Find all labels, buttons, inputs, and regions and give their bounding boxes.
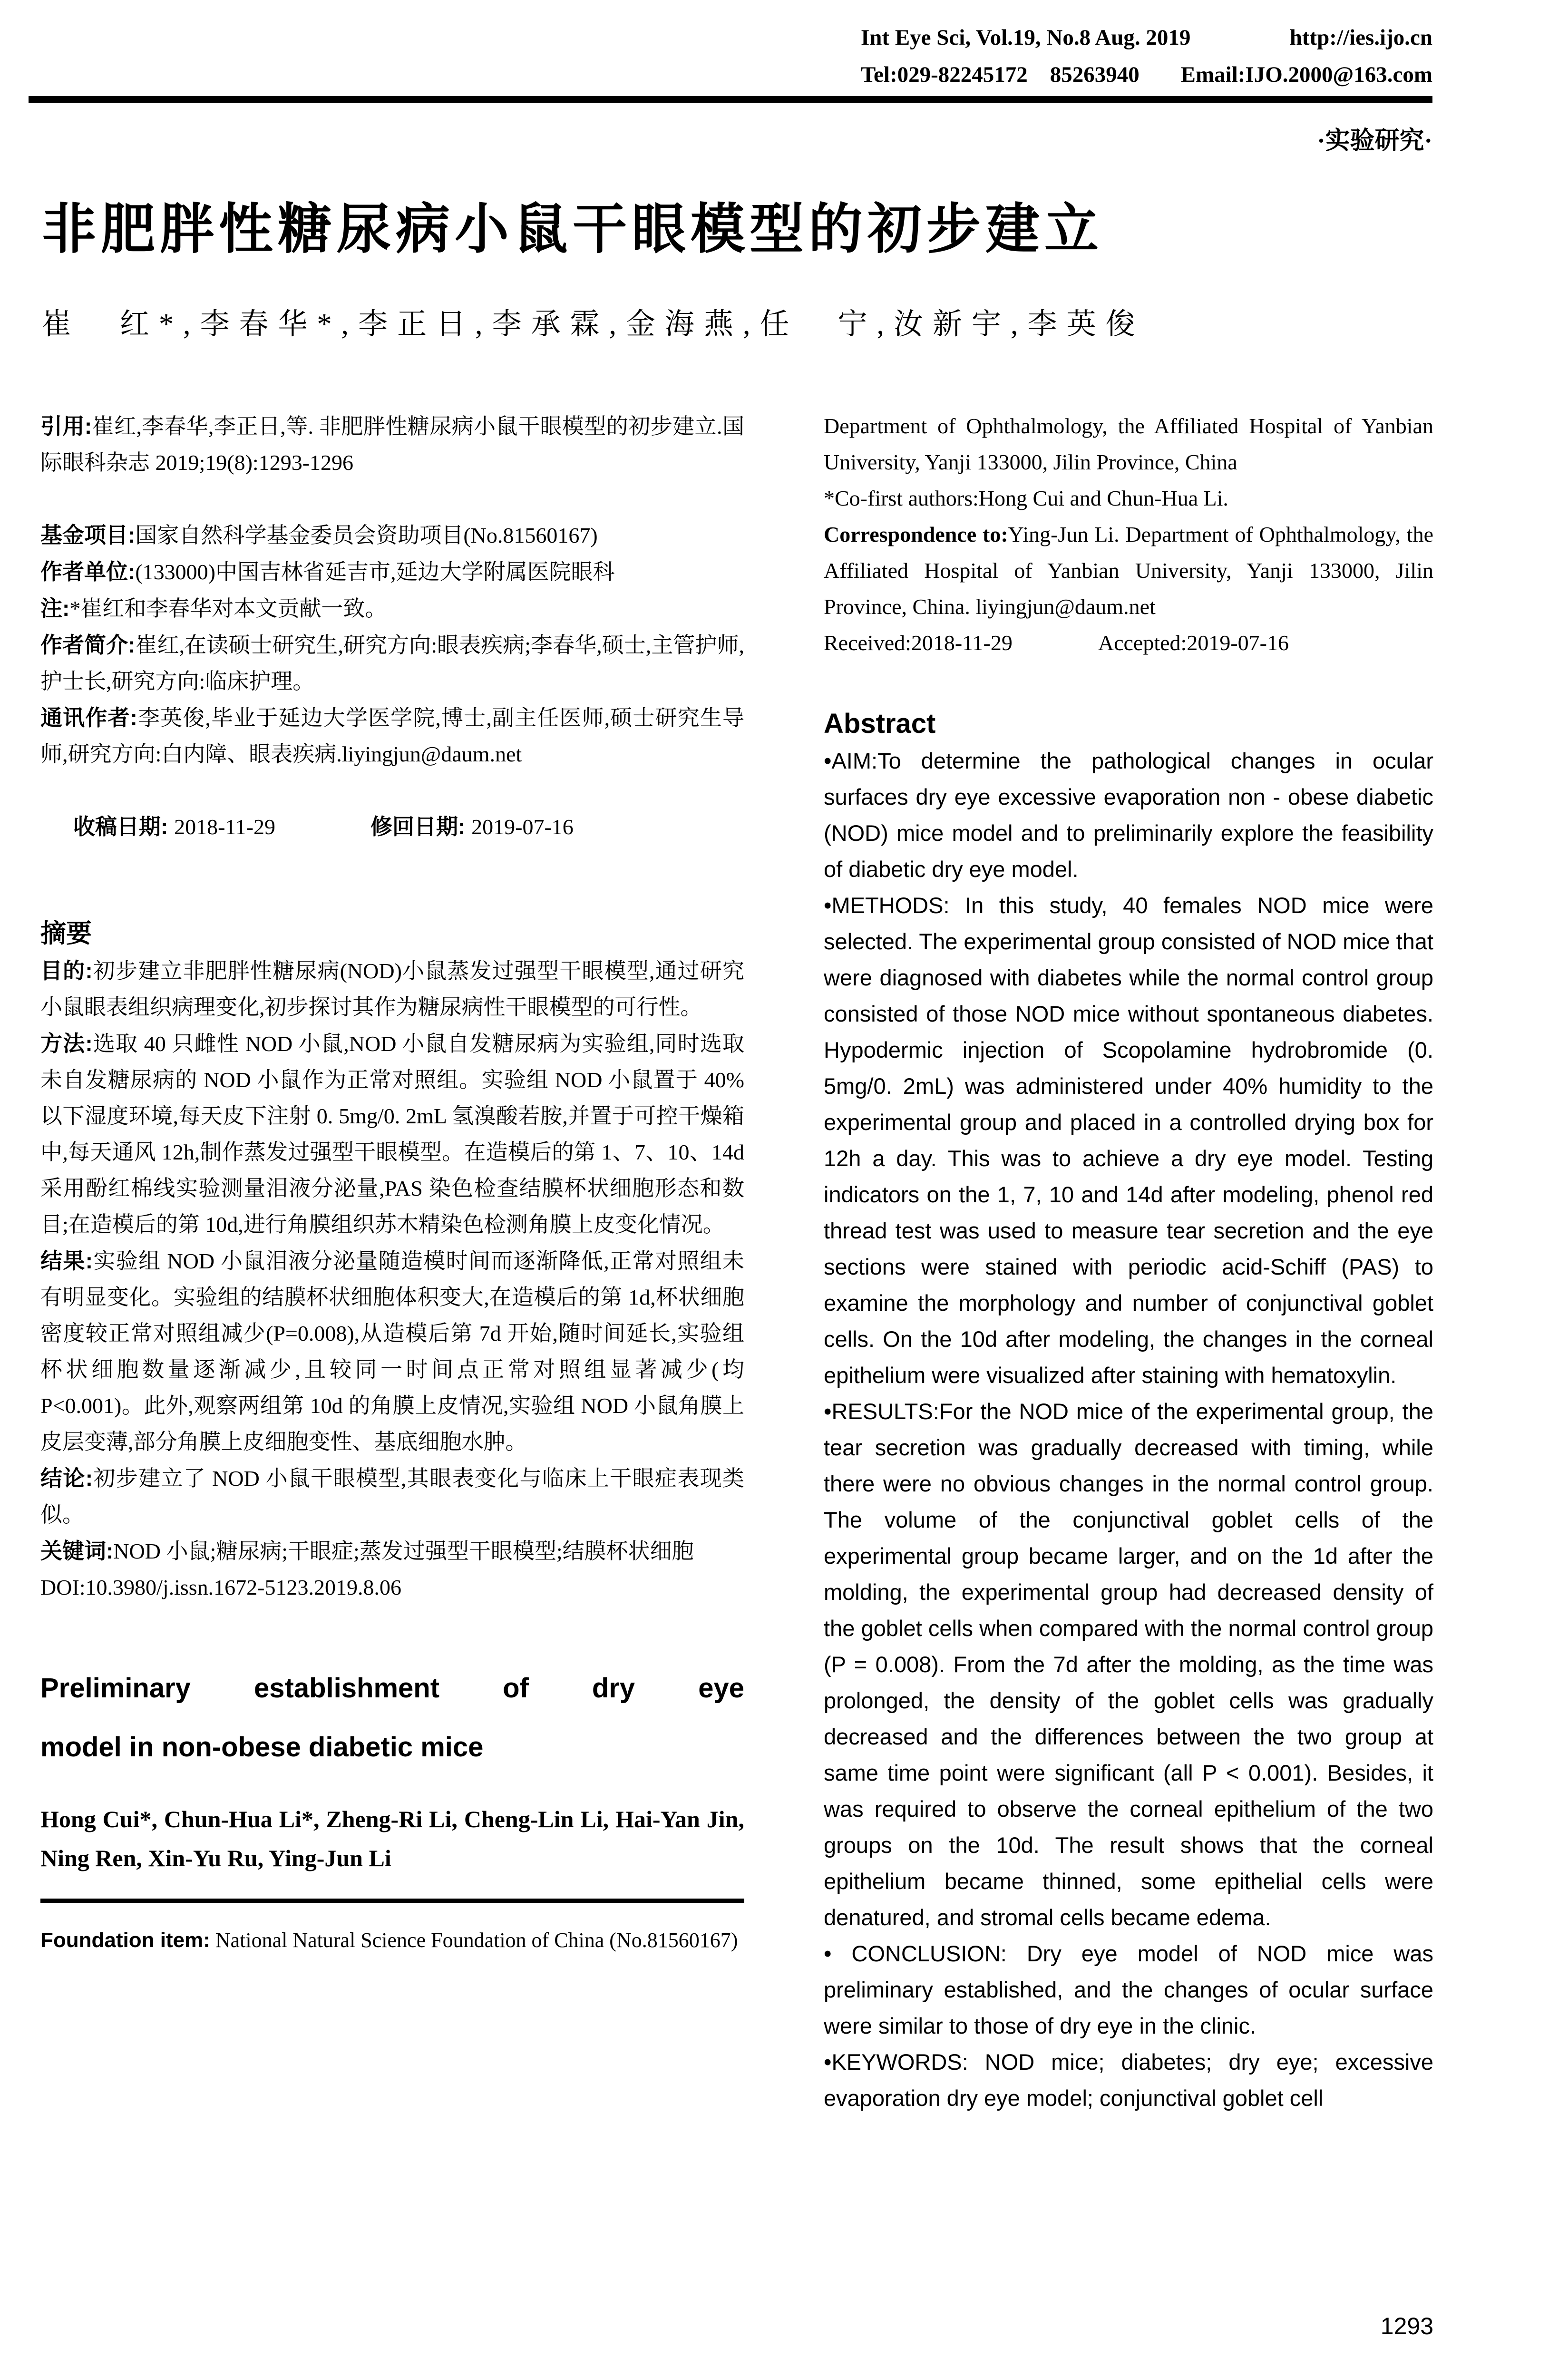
authors-en: Hong Cui*, Chun-Hua Li*, Zheng-Ri Li, Cheng-Lin Li, Hai-Yan Jin, Ning Ren, Xin-Yu Ru, Ying-Jun Li xyxy=(40,1806,744,1871)
abstract-keywords-text: NOD mice; diabetes; dry eye; excessive evaporation dry eye model; conjunctival goblet cell xyxy=(824,2049,1433,2111)
conclusion-cn-paragraph xyxy=(40,1460,744,1533)
abstract-results-label: •RESULTS: xyxy=(824,1399,939,1424)
authors-cn: 崔 红*,李春华*,李正日,李承霖,金海燕,任 宁,汝新宇,李英俊 xyxy=(42,308,1145,341)
author-bio-label: 作者简介: xyxy=(40,633,136,657)
journal-header-line1 xyxy=(861,19,1432,56)
abstract-keywords xyxy=(824,2044,1433,2116)
correspondence-cn-block xyxy=(40,700,744,772)
received-cn-date: 2018-11-29 xyxy=(174,815,276,839)
received-en-label: Received: xyxy=(824,631,911,655)
journal-email: Email:IJO.2000@163.com xyxy=(1180,62,1432,87)
abstract-results-text: For the NOD mice of the experimental group, the tear secretion was gradually decreased with timing, while there were no obvious changes in the normal control group. The volume of the conjunctival goblet cells of the experimental group became larger, and on the 1d after the molding, the experimental group had decreased density of the goblet cells when compared with the normal control group (P = 0.008). From the 7d after the molding, as the time was prolonged, the density of the goblet cells was gradually decreased and the differences between the two group at same time point were significant (all P < 0.001). Besides, it was required to observe the corneal epithelium of the two groups on the 10d. The result shows that the corneal epithelium became thinned, some epithelial cells were denatured, and stromal cells became edema. xyxy=(824,1399,1433,1930)
note-text: *崔红和李春华对本文贡献一致。 xyxy=(69,596,387,621)
abstract-keywords-label: •KEYWORDS: xyxy=(824,2049,985,2075)
abstract-results xyxy=(824,1393,1433,1936)
aim-cn-label: 目的: xyxy=(40,958,93,983)
correspondence-en-label: Correspondence to: xyxy=(824,522,1008,546)
citation-block xyxy=(40,408,744,481)
abstract-conclusion-label: • CONCLUSION: xyxy=(824,1941,1027,1966)
results-cn-paragraph xyxy=(40,1243,744,1460)
fund-label: 基金项目: xyxy=(40,523,136,547)
journal-phone: Tel:029-82245172 85263940 xyxy=(861,62,1139,87)
correspondence-cn-label: 通讯作者: xyxy=(40,705,137,730)
keywords-cn-text: NOD 小鼠;糖尿病;干眼症;蒸发过强型干眼模型;结膜杯状细胞 xyxy=(113,1539,694,1563)
cofirst-authors: *Co-first authors:Hong Cui and Chun-Hua Li. xyxy=(824,486,1228,510)
abstract-methods xyxy=(824,887,1433,1393)
right-column xyxy=(824,408,1433,2116)
journal-issue-info: Int Eye Sci, Vol.19, No.8 Aug. 2019 xyxy=(861,25,1191,50)
article-title-en-line2: model in non-obese diabetic mice xyxy=(40,1732,484,1763)
note-label: 注: xyxy=(40,596,70,621)
article-title-en-line1: Preliminary establishment of dry eye xyxy=(40,1673,744,1704)
article-type-tag: ·实验研究· xyxy=(1317,127,1432,155)
abstract-body xyxy=(824,743,1433,2116)
note-block xyxy=(40,590,744,627)
correspondence-en-text: Ying-Jun Li. Department of Ophthalmology, the Affiliated Hospital of Yanbian University, Yanji 133000, Jilin Province, China. liyingjun@daum.net xyxy=(824,522,1433,619)
journal-header-line2 xyxy=(861,56,1432,93)
results-cn-text: 实验组 NOD 小鼠泪液分泌量随造模时间而逐渐降低,正常对照组未有明显变化。实验组的结膜杯状细胞体积变大,在造模后的第 1d,杯状细胞密度较正常对照组减少(P=0.008),从造模后第 7d 开始,随时间延长,实验组杯状细胞数量逐渐减少,且较同一时间点正常对照组显著减少(均 P<0.001)。此外,观察两组第 10d 的角膜上皮情况,实验组 NOD 小鼠角膜上皮层变薄,部分角膜上皮细胞变性、基底细胞水肿。 xyxy=(40,1249,744,1454)
abstract-heading: Abstract xyxy=(824,708,936,739)
affiliation-en: Department of Ophthalmology, the Affiliated Hospital of Yanbian University, Yanji 133000, Jilin Province, China xyxy=(824,414,1433,474)
affiliation-cn-label: 作者单位: xyxy=(40,559,136,584)
revised-cn-date: 2019-07-16 xyxy=(471,815,574,839)
journal-url: http://ies.ijo.cn xyxy=(1289,25,1432,50)
header-divider-rule xyxy=(29,96,1432,103)
dates-en xyxy=(824,625,1433,661)
methods-cn-label: 方法: xyxy=(40,1031,93,1056)
foundation-label: Foundation item: xyxy=(40,1929,210,1952)
aim-cn-paragraph xyxy=(40,953,744,1025)
abstract-conclusion-text: Dry eye model of NOD mice was preliminary established, and the changes of ocular surface were similar to those of dry eye in the clinic. xyxy=(824,1941,1433,2038)
abstract-cn-heading: 摘要 xyxy=(40,919,92,948)
author-bio-text: 崔红,在读硕士研究生,研究方向:眼表疾病;李春华,硕士,主管护师,护士长,研究方向:临床护理。 xyxy=(40,633,744,693)
citation-label: 引用: xyxy=(40,414,92,438)
accepted-en-label: Accepted: xyxy=(1098,631,1187,655)
foundation-text: National Natural Science Foundation of China (No.81560167) xyxy=(215,1929,738,1952)
methods-cn-paragraph xyxy=(40,1025,744,1243)
received-cn-label: 收稿日期: xyxy=(73,814,175,839)
citation-text: 崔红,李春华,李正日,等. 非肥胖性糖尿病小鼠干眼模型的初步建立.国际眼科杂志 2019;19(8):1293-1296 xyxy=(40,414,744,475)
abstract-aim xyxy=(824,743,1433,887)
keywords-cn-paragraph xyxy=(40,1533,744,1569)
methods-cn-text: 选取 40 只雌性 NOD 小鼠,NOD 小鼠自发糖尿病为实验组,同时选取未自发糖尿病的 NOD 小鼠作为正常对照组。实验组 NOD 小鼠置于 40%以下湿度环境,每天皮下注射 0. 5mg/0. 2mL 氢溴酸若胺,并置于可控干燥箱中,每天通风 12h,制作蒸发过强型干眼模型。在造模后的第 1、7、10、14d 采用酚红棉线实验测量泪液分泌量,PAS 染色检查结膜杯状细胞形态和数目;在造模后的第 10d,进行角膜组织苏木精染色检测角膜上皮变化情况。 xyxy=(40,1032,744,1237)
abstract-methods-label: •METHODS: xyxy=(824,893,965,918)
aim-cn-text: 初步建立非肥胖性糖尿病(NOD)小鼠蒸发过强型干眼模型,通过研究小鼠眼表组织病理变化,初步探讨其作为糖尿病性干眼模型的可行性。 xyxy=(40,959,745,1019)
fund-text: 国家自然科学基金委员会资助项目(No.81560167) xyxy=(135,523,598,547)
article-title-cn: 非肥胖性糖尿病小鼠干眼模型的初步建立 xyxy=(42,199,1104,260)
page-number: 1293 xyxy=(1380,2313,1433,2339)
footnote-divider-rule xyxy=(40,1899,744,1903)
doi-line: DOI:10.3980/j.issn.1672-5123.2019.8.06 xyxy=(40,1575,401,1599)
journal-header xyxy=(861,19,1432,93)
foundation-item xyxy=(40,1922,744,1959)
correspondence-en xyxy=(824,516,1433,625)
accepted-en-date: 2019-07-16 xyxy=(1187,631,1289,655)
abstract-methods-text: In this study, 40 females NOD mice were selected. The experimental group consisted of NOD mice that were diagnosed with diabetes while the normal control group consisted of those NOD mice without spontaneous diabetes. Hypodermic injection of Scopolamine hydrobromide (0. 5mg/0. 2mL) was administered under 40% humidity to the experimental group and placed in a controlled drying box for 12h a day. This was to achieve a dry eye model. Testing indicators on the 1, 7, 10 and 14d after modeling, phenol red thread test was used to measure tear secretion and the eye sections were stained with periodic acid-Schiff (PAS) to examine the morphology and number of conjunctival goblet cells. On the 10d after modeling, the changes in the corneal epithelium were visualized after staining with hematoxylin. xyxy=(824,893,1433,1388)
abstract-aim-text: To determine the pathological changes in ocular surfaces dry eye excessive evaporation non - obese diabetic (NOD) mice model and to preliminarily explore the feasibility of diabetic dry eye model. xyxy=(824,748,1433,882)
received-en-date: 2018-11-29 xyxy=(911,631,1013,655)
correspondence-cn-text: 李英俊,毕业于延边大学医学院,博士,副主任医师,硕士研究生导师,研究方向:白内障、眼表疾病.liyingjun@daum.net xyxy=(40,706,744,766)
results-cn-label: 结果: xyxy=(40,1248,93,1273)
abstract-conclusion xyxy=(824,1936,1433,2044)
conclusion-cn-text: 初步建立了 NOD 小鼠干眼模型,其眼表变化与临床上干眼症表现类似。 xyxy=(40,1466,744,1527)
fund-block xyxy=(40,517,744,554)
keywords-cn-label: 关键词: xyxy=(40,1539,114,1563)
affiliation-cn-text: (133000)中国吉林省延吉市,延边大学附属医院眼科 xyxy=(135,560,615,584)
dates-cn xyxy=(40,772,744,881)
left-column xyxy=(40,408,744,1959)
article-title-en xyxy=(40,1659,744,1777)
revised-cn-label: 修回日期: xyxy=(370,814,472,839)
abstract-aim-label: •AIM: xyxy=(824,748,878,773)
affiliation-cn-block xyxy=(40,554,744,590)
conclusion-cn-label: 结论: xyxy=(40,1466,93,1490)
author-bio-block xyxy=(40,627,744,700)
